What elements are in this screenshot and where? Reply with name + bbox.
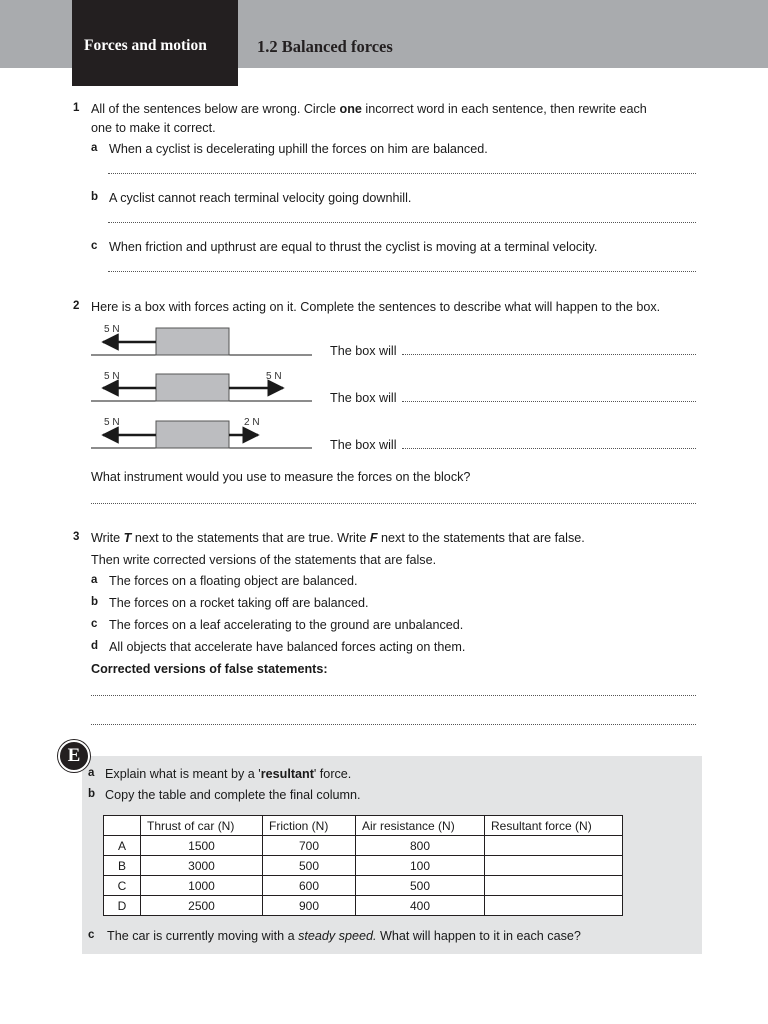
q3-item-c-label: c (91, 618, 98, 630)
table-cell: 2500 (141, 896, 263, 916)
table-cell: 1500 (141, 836, 263, 856)
ext-item-c-label: c (88, 929, 95, 941)
table-cell: 500 (356, 876, 485, 896)
ext-item-b-label: b (88, 788, 96, 800)
forces-table (103, 815, 623, 916)
ext-item-a-label: a (88, 767, 95, 779)
answer-line[interactable] (402, 354, 696, 355)
q2-instrument-question: What instrument would you use to measure the forces on the block? (91, 470, 471, 484)
force-label: 5 N (104, 417, 120, 428)
force-diagram-3 (91, 421, 312, 448)
q1-item-a-text: When a cyclist is decelerating uphill the forces on him are balanced. (109, 142, 488, 156)
sentence-box-will: The box will (330, 438, 397, 452)
answer-line[interactable] (402, 401, 696, 402)
force-label: 5 N (104, 324, 120, 335)
question-2-number: 2 (73, 300, 80, 312)
intro-text: next to the statements that are false. (377, 531, 585, 545)
ext-text: Explain what is meant by a ' (105, 767, 261, 781)
resultant-bold: resultant (260, 767, 314, 781)
header-topic: Forces and motion (84, 37, 207, 54)
question-3-intro-line2: Then write corrected versions of the statements that are false. (91, 553, 437, 567)
q1-item-b-text: A cyclist cannot reach terminal velocity going downhill. (109, 191, 412, 205)
sentence-box-will: The box will (330, 344, 397, 358)
answer-line[interactable] (91, 503, 696, 504)
question-3-intro (91, 530, 585, 546)
question-1-number: 1 (73, 102, 80, 114)
table-cell: D (104, 896, 141, 916)
intro-text-rest: incorrect word in each sentence, then rewrite each (361, 102, 647, 116)
q1-item-c-text: When friction and upthrust are equal to thrust the cyclist is moving at a terminal velocity. (109, 240, 598, 254)
table-row (104, 836, 623, 856)
table-header: Resultant force (N) (485, 816, 623, 836)
table-row (104, 896, 623, 916)
q1-item-c-label: c (91, 240, 98, 252)
table-cell: 700 (263, 836, 356, 856)
resultant-cell[interactable] (485, 896, 623, 916)
resultant-cell[interactable] (485, 856, 623, 876)
q1-item-a-label: a (91, 142, 98, 154)
table-header-row (104, 816, 623, 836)
table-row (104, 856, 623, 876)
force-label: 5 N (266, 371, 282, 382)
extension-badge: E (58, 740, 90, 772)
answer-line[interactable] (91, 695, 696, 696)
table-cell: 600 (263, 876, 356, 896)
intro-text: next to the statements that are true. Write (131, 531, 370, 545)
force-diagram-1 (91, 328, 312, 355)
resultant-cell[interactable] (485, 836, 623, 856)
ext-item-a-text (105, 766, 351, 782)
table-cell: 100 (356, 856, 485, 876)
box (156, 328, 229, 355)
answer-line[interactable] (402, 448, 696, 449)
q3-item-a-label: a (91, 574, 98, 586)
q3-item-b-text: The forces on a rocket taking off are balanced. (109, 596, 369, 610)
q3-item-a-text: The forces on a floating object are balanced. (109, 574, 358, 588)
answer-line[interactable] (91, 724, 696, 725)
resultant-cell[interactable] (485, 876, 623, 896)
corrected-heading: Corrected versions of false statements: (91, 662, 328, 676)
sentence-box-will: The box will (330, 391, 397, 405)
steady-speed-italic: steady speed. (298, 929, 377, 943)
table-cell: 1000 (141, 876, 263, 896)
q3-item-d-text: All objects that accelerate have balanced forces acting on them. (109, 640, 466, 654)
table-header (104, 816, 141, 836)
q3-item-c-text: The forces on a leaf accelerating to the ground are unbalanced. (109, 618, 464, 632)
intro-bold: one (339, 102, 362, 116)
intro-text: All of the sentences below are wrong. Circle (91, 102, 340, 116)
question-3-number: 3 (73, 531, 80, 543)
table-cell: B (104, 856, 141, 876)
intro-text: Write (91, 531, 124, 545)
table-header: Air resistance (N) (356, 816, 485, 836)
table-cell: A (104, 836, 141, 856)
true-marker: T (123, 531, 132, 545)
table-header: Thrust of car (N) (141, 816, 263, 836)
table-cell: 900 (263, 896, 356, 916)
ext-item-b-text: Copy the table and complete the final column. (105, 788, 361, 802)
ext-item-c-text (107, 928, 581, 944)
q1-item-b-label: b (91, 191, 99, 203)
table-cell: 800 (356, 836, 485, 856)
box (156, 421, 229, 448)
box (156, 374, 229, 401)
table-cell: 400 (356, 896, 485, 916)
ext-text: The car is currently moving with a (107, 929, 299, 943)
table-cell: 500 (263, 856, 356, 876)
table-row (104, 876, 623, 896)
question-1-intro-line2: one to make it correct. (91, 121, 216, 135)
ext-text: What will happen to it in each case? (376, 929, 581, 943)
force-label: 2 N (244, 417, 260, 428)
false-marker: F (369, 531, 378, 545)
table-cell: C (104, 876, 141, 896)
question-2-intro: Here is a box with forces acting on it. Complete the sentences to describe what will happen to the box. (91, 300, 661, 314)
table-header: Friction (N) (263, 816, 356, 836)
page-title: 1.2 Balanced forces (257, 37, 393, 56)
q3-item-b-label: b (91, 596, 99, 608)
ext-text: ' force. (313, 767, 352, 781)
table-cell: 3000 (141, 856, 263, 876)
q3-item-d-label: d (91, 640, 99, 652)
force-label: 5 N (104, 371, 120, 382)
